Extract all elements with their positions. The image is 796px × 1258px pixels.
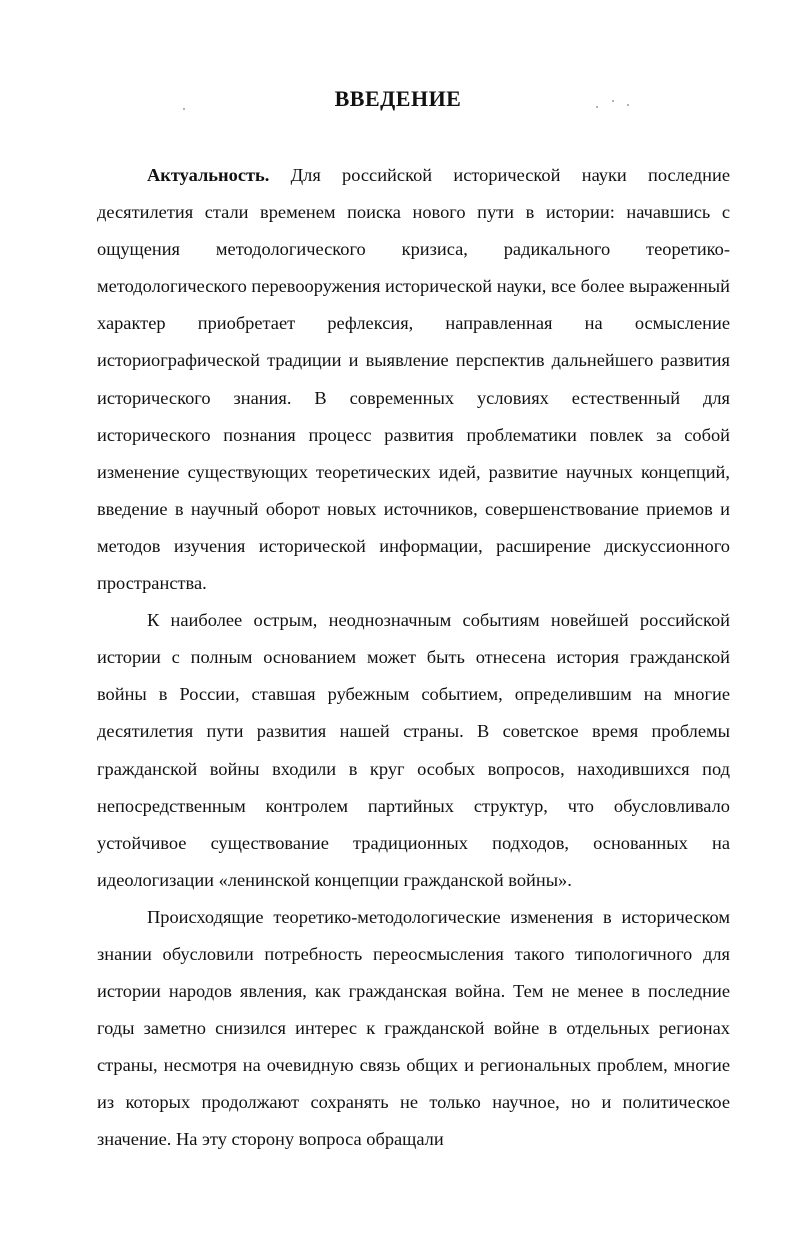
paragraph-methodology [97, 899, 730, 1159]
paragraph-civil-war [97, 602, 730, 899]
paragraph-relevance [97, 157, 730, 602]
paragraph-lead: Актуальность. [147, 165, 270, 185]
body-text [97, 157, 730, 1159]
paragraph-text: Происходящие теоретико-методологические изменения в историческом знании обусловили потребность переосмысления такого типологичного для истории народов явления, как гражданская война. Тем не менее в последние годы заметно снизился интерес к гражданской войне в отдельных регионах страны, несмотря на очевидную связь общих и региональных проблем, многие из которых продолжают сохранять не только научное, но и политическое значение. На эту сторону вопроса обращали [97, 906, 730, 1150]
paragraph-text: К наиболее острым, неоднозначным событиям новейшей российской истории с полным основанием может быть отнесена история гражданской войны в России, ставшая рубежным событием, определившим на многие десятилетия пути развития нашей страны. В советское время проблемы гражданской войны входили в круг особых вопросов, находившихся под непосредственным контролем партийных структур, что обусловливало устойчивое существование традиционных подходов, основанных на идеологизации «ленинской концепции гражданской войны». [97, 610, 730, 890]
page-heading: ВВЕДЕНИЕ [334, 86, 462, 111]
paragraph-text: Для российской исторической науки последние десятилетия стали временем поиска нового пути в истории: начавшись с ощущения методологического кризиса, радикального теоретико-методологического перевооружения исторической науки, все более выраженный характер приобретает рефлексия, направленная на осмысление историографической традиции и выявление перспектив дальнейшего развития исторического знания. В современных условиях естественный для исторического познания процесс развития проблематики повлек за собой изменение существующих теоретических идей, развитие научных концепций, введение в научный оборот новых источников, совершенствование приемов и методов изучения исторической информации, расширение дискуссионного пространства. [97, 165, 730, 594]
